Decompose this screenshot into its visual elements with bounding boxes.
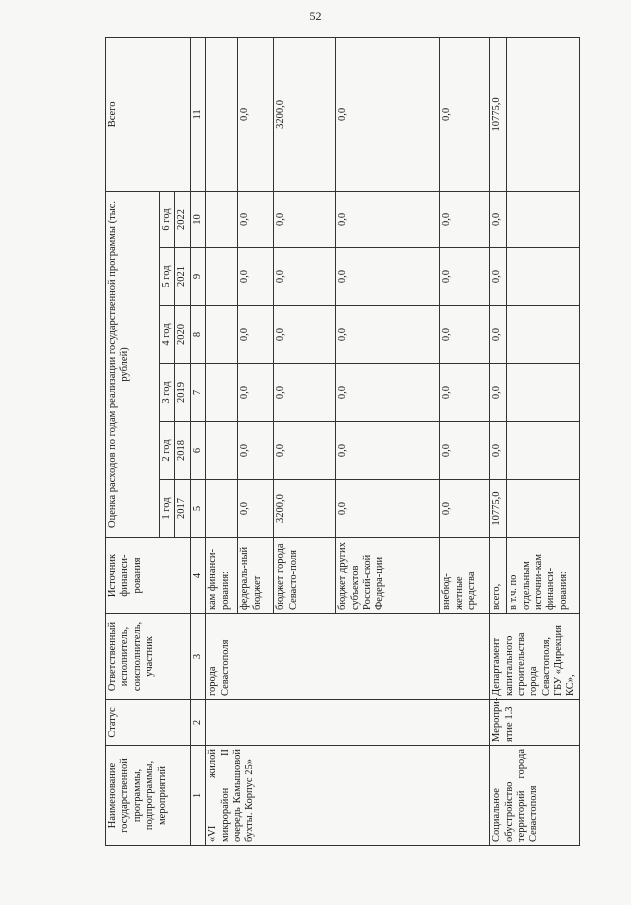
value-cell: [507, 306, 579, 364]
value-cell: 0,0: [238, 37, 274, 191]
value-cell: 0,0: [238, 480, 274, 538]
value-cell: [507, 480, 579, 538]
value-cell: 0,0: [274, 364, 336, 422]
value-cell: 0,0: [274, 248, 336, 306]
source-cell: всего,: [490, 538, 507, 614]
value-cell: 0,0: [336, 364, 440, 422]
column-number: 1: [190, 746, 205, 846]
value-cell: 3200,0: [274, 37, 336, 191]
column-number: 8: [190, 306, 205, 364]
value-cell: 0,0: [274, 306, 336, 364]
table-row: [490, 37, 507, 845]
expenses-table: [105, 37, 580, 846]
program-name-cell: «VI жилой микрорайон II очередь Камышовой бухты. Корпус 25»: [206, 746, 490, 846]
value-cell: 0,0: [440, 480, 490, 538]
value-cell: 0,0: [336, 191, 440, 247]
column-number: 9: [190, 248, 205, 306]
year-number: 2021: [175, 248, 190, 306]
value-cell: 0,0: [238, 422, 274, 480]
value-cell: 0,0: [274, 191, 336, 247]
year-number: 2018: [175, 422, 190, 480]
column-number: 11: [190, 37, 205, 191]
program-name-cell: Социальное обустройство территорий города Севастополя: [490, 746, 580, 846]
year-label: 4 год: [160, 306, 175, 364]
value-cell: [206, 191, 238, 247]
value-cell: 0,0: [440, 248, 490, 306]
value-cell: 0,0: [238, 191, 274, 247]
column-number-row: [190, 37, 205, 845]
value-cell: [507, 364, 579, 422]
col-header-estimate: Оценка расходов по годам реализации государственной программы (тыс. рублей): [106, 191, 160, 537]
column-number: 2: [190, 700, 205, 746]
responsible-cell: города Севастополя: [206, 614, 490, 700]
year-number: 2019: [175, 364, 190, 422]
value-cell: [507, 248, 579, 306]
value-cell: 0,0: [440, 364, 490, 422]
year-label: 3 год: [160, 364, 175, 422]
column-number: 6: [190, 422, 205, 480]
value-cell: 3200,0: [274, 480, 336, 538]
year-number: 2017: [175, 480, 190, 538]
value-cell: [507, 422, 579, 480]
col-header-status: Статус: [106, 700, 191, 746]
col-header-name: Наименование государственной программы, подпрограммы, мероприятий: [106, 746, 191, 846]
rotated-page-area: [105, 38, 577, 846]
value-cell: 0,0: [336, 248, 440, 306]
year-number: 2020: [175, 306, 190, 364]
col-header-total: Всего: [106, 37, 191, 191]
value-cell: 0,0: [440, 422, 490, 480]
value-cell: 0,0: [238, 248, 274, 306]
value-cell: [206, 306, 238, 364]
value-cell: [206, 480, 238, 538]
value-cell: 0,0: [336, 37, 440, 191]
column-number: 10: [190, 191, 205, 247]
year-label: 2 год: [160, 422, 175, 480]
value-cell: 10775,0: [490, 480, 507, 538]
source-cell: кам финанси-рования:: [206, 538, 238, 614]
source-cell: бюджет других субъектов Россий-ской Федера-ции: [336, 538, 440, 614]
column-number: 7: [190, 364, 205, 422]
value-cell: [206, 248, 238, 306]
col-header-responsible: Ответственный исполнитель, соисполнитель, участник: [106, 614, 191, 700]
column-number: 3: [190, 614, 205, 700]
status-cell: Меропри-ятие 1.3: [490, 700, 580, 746]
source-cell: федераль-ный бюджет: [238, 538, 274, 614]
table-row: [206, 37, 238, 845]
year-number: 2022: [175, 191, 190, 247]
status-cell: [206, 700, 490, 746]
value-cell: 0,0: [440, 306, 490, 364]
year-label: 6 год: [160, 191, 175, 247]
year-label: 5 год: [160, 248, 175, 306]
value-cell: 0,0: [336, 480, 440, 538]
source-cell: внебюд-жетные средства: [440, 538, 490, 614]
year-label: 1 год: [160, 480, 175, 538]
value-cell: 0,0: [490, 306, 507, 364]
value-cell: [206, 37, 238, 191]
value-cell: 0,0: [336, 422, 440, 480]
header-row-1: [106, 37, 160, 845]
value-cell: 0,0: [490, 191, 507, 247]
value-cell: [507, 191, 579, 247]
column-number: 5: [190, 480, 205, 538]
value-cell: 0,0: [490, 422, 507, 480]
column-number: 4: [190, 538, 205, 614]
rotated-table-container: [105, 38, 577, 846]
value-cell: [206, 364, 238, 422]
value-cell: 0,0: [336, 306, 440, 364]
col-header-source: Источник финанси-рования: [106, 538, 191, 614]
value-cell: 0,0: [440, 37, 490, 191]
value-cell: [206, 422, 238, 480]
source-cell: бюджет города Севасто-поля: [274, 538, 336, 614]
value-cell: 0,0: [274, 422, 336, 480]
page-number: 52: [309, 9, 322, 23]
value-cell: 0,0: [490, 364, 507, 422]
value-cell: 0,0: [490, 248, 507, 306]
responsible-cell: Департамент капитального строительства города Севастополя, ГБУ «Дирекция КС»,: [490, 614, 580, 700]
value-cell: [507, 37, 579, 191]
value-cell: 0,0: [238, 306, 274, 364]
source-cell: в т.ч. по отдельным источни-кам финанси-рования:: [507, 538, 579, 614]
value-cell: 10775,0: [490, 37, 507, 191]
value-cell: 0,0: [440, 191, 490, 247]
value-cell: 0,0: [238, 364, 274, 422]
